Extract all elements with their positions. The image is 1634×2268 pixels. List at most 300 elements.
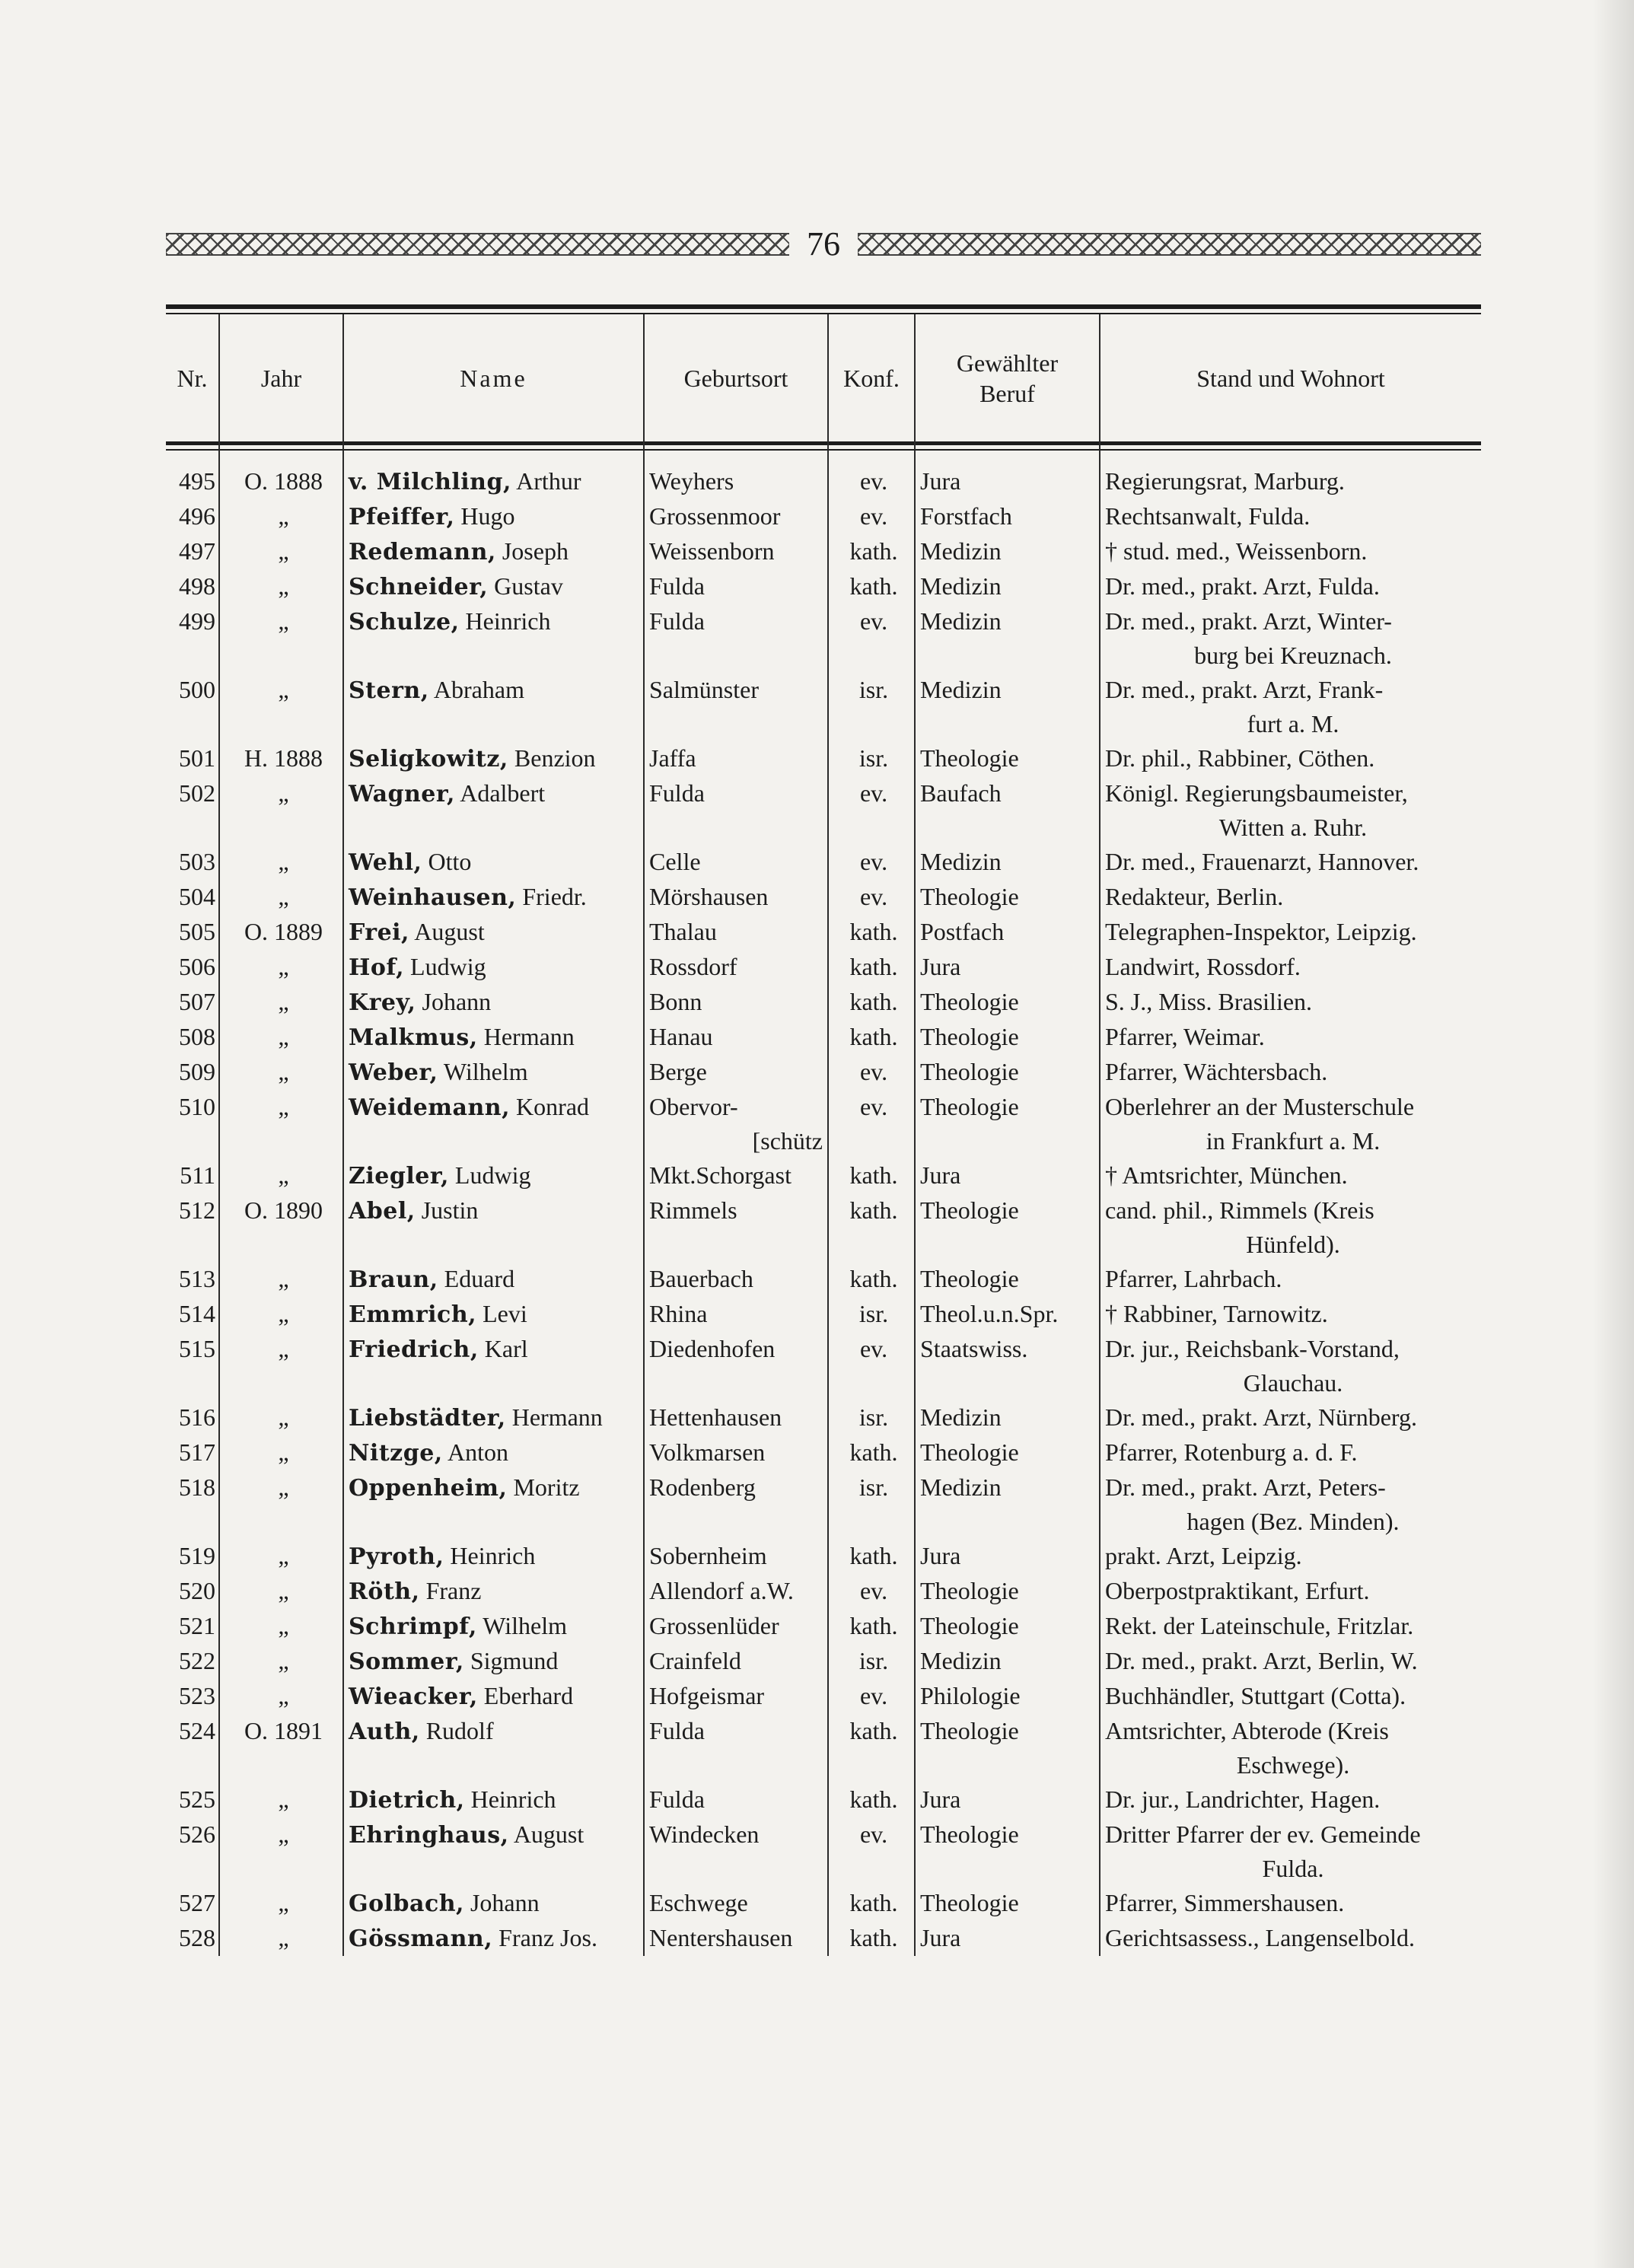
- cell-konf: ev.: [828, 499, 915, 534]
- surname: Redemann,: [349, 539, 496, 565]
- cell-nr: 496: [179, 502, 215, 530]
- cell-name: [343, 1539, 644, 1574]
- cell-konf: ev.: [828, 1574, 915, 1609]
- geburtsort-text: Bonn: [649, 988, 702, 1015]
- surname: Pyroth,: [349, 1543, 444, 1570]
- cell-jahr: [219, 915, 343, 950]
- geburtsort-text: Hofgeismar: [649, 1682, 765, 1709]
- cell-geburtsort: [644, 880, 828, 915]
- given-name: Hugo: [460, 502, 515, 530]
- header-stand: Stand und Wohnort: [1100, 314, 1481, 441]
- cell-stand: [1100, 880, 1481, 915]
- top-rule: [166, 304, 1481, 309]
- ornament-left: [166, 233, 789, 256]
- stand-text: † stud. med., Weissenborn.: [1105, 537, 1368, 565]
- cell-stand: [1100, 1470, 1481, 1539]
- jahr-text: „: [278, 1682, 289, 1709]
- cell-stand: [1100, 1020, 1481, 1055]
- cell-name: [343, 441, 644, 499]
- jahr-text: „: [278, 953, 289, 980]
- header-geburtsort: Geburtsort: [644, 314, 828, 441]
- stand-text: Dr. med., Frauenarzt, Hannover.: [1105, 848, 1419, 875]
- jahr-text: „: [278, 1335, 289, 1362]
- cell-beruf: Theologie: [915, 1574, 1100, 1609]
- table-row: [166, 1090, 1481, 1158]
- table-row: [166, 1714, 1481, 1782]
- header-konf: Konf.: [828, 314, 915, 441]
- table-row: [166, 1055, 1481, 1090]
- cell-stand: [1100, 1400, 1481, 1435]
- jahr-text: „: [278, 1438, 289, 1466]
- cell-name: [343, 915, 644, 950]
- cell-konf: kath.: [828, 1782, 915, 1817]
- cell-stand: [1100, 441, 1481, 499]
- jahr-text: „: [278, 1058, 289, 1085]
- jahr-text: „: [278, 1023, 289, 1050]
- geburtsort-text: Grossenlüder: [649, 1612, 779, 1639]
- cell-name: [343, 1090, 644, 1158]
- cell-konf: isr.: [828, 673, 915, 741]
- geburtsort-text: Mkt.Schorgast: [649, 1161, 792, 1189]
- surname: Frei,: [349, 919, 410, 946]
- given-name: Adalbert: [460, 779, 546, 807]
- stand-text: Dr. med., prakt. Arzt, Fulda.: [1105, 572, 1380, 600]
- cell-beruf: Theologie: [915, 1817, 1100, 1886]
- cell-stand: [1100, 1609, 1481, 1644]
- cell-jahr: [219, 1090, 343, 1158]
- cell-konf: kath.: [828, 1714, 915, 1782]
- stand-continuation: Witten a. Ruhr.: [1218, 814, 1368, 841]
- cell-nr: 528: [179, 1924, 215, 1951]
- cell-beruf: Jura: [915, 1921, 1100, 1956]
- geburtsort-text: Berge: [649, 1058, 707, 1085]
- table-row: [166, 1679, 1481, 1714]
- geburtsort-text: Fulda: [649, 779, 705, 807]
- cell-jahr: [219, 1679, 343, 1714]
- cell-konf: ev.: [828, 845, 915, 880]
- geburtsort-text: Hettenhausen: [649, 1403, 782, 1431]
- cell-konf: kath.: [828, 1158, 915, 1193]
- cell-jahr: [219, 534, 343, 569]
- cell-beruf: Jura: [915, 1158, 1100, 1193]
- surname: Wieacker,: [349, 1683, 478, 1710]
- cell-geburtsort: [644, 1470, 828, 1539]
- cell-stand: [1100, 1782, 1481, 1817]
- given-name: Levi: [483, 1300, 527, 1327]
- cell-geburtsort: [644, 569, 828, 604]
- cell-konf: kath.: [828, 1539, 915, 1574]
- cell-name: [343, 534, 644, 569]
- cell-nr: 510: [179, 1093, 215, 1120]
- stand-continuation: hagen (Bez. Minden).: [1186, 1508, 1400, 1535]
- geburtsort-text: Eschwege: [649, 1889, 748, 1916]
- cell-beruf: Theologie: [915, 1609, 1100, 1644]
- jahr-text: „: [278, 883, 289, 910]
- table-row: [166, 1574, 1481, 1609]
- given-name: Heinrich: [465, 607, 551, 635]
- cell-beruf: Jura: [915, 950, 1100, 985]
- surname: Dietrich,: [349, 1787, 465, 1814]
- geburtsort-text: Fulda: [649, 1717, 705, 1744]
- table-row: [166, 985, 1481, 1020]
- cell-jahr: [219, 1193, 343, 1262]
- cell-geburtsort: [644, 673, 828, 741]
- stand-text: Dr. med., prakt. Arzt, Berlin, W.: [1105, 1647, 1418, 1674]
- cell-jahr: [219, 1574, 343, 1609]
- given-name: Justin: [421, 1196, 479, 1224]
- cell-konf: ev.: [828, 880, 915, 915]
- cell-konf: kath.: [828, 950, 915, 985]
- surname: Stern,: [349, 677, 429, 704]
- cell-nr: 515: [179, 1335, 215, 1362]
- cell-nr: 509: [179, 1058, 215, 1085]
- cell-name: [343, 1020, 644, 1055]
- cell-name: [343, 1679, 644, 1714]
- cell-name: [343, 1193, 644, 1262]
- cell-name: [343, 1782, 644, 1817]
- geburtsort-text: Hanau: [649, 1023, 713, 1050]
- cell-konf: ev.: [828, 604, 915, 673]
- header-nr: Nr.: [177, 364, 208, 392]
- cell-jahr: [219, 499, 343, 534]
- surname: Weinhausen,: [349, 884, 517, 911]
- given-name: Konrad: [516, 1093, 590, 1120]
- cell-stand: [1100, 1332, 1481, 1400]
- surname: v. Milchling,: [349, 469, 511, 495]
- cell-nr: 524: [179, 1717, 215, 1744]
- page-header: [166, 225, 1481, 264]
- stand-text: Pfarrer, Weimar.: [1105, 1023, 1265, 1050]
- given-name: Otto: [428, 848, 472, 875]
- surname: Schneider,: [349, 574, 489, 600]
- cell-stand: [1100, 1435, 1481, 1470]
- stand-text: Rechtsanwalt, Fulda.: [1105, 502, 1311, 530]
- cell-name: [343, 673, 644, 741]
- cell-geburtsort: [644, 915, 828, 950]
- stand-text: Dritter Pfarrer der ev. Gemeinde: [1105, 1820, 1421, 1848]
- cell-jahr: [219, 1886, 343, 1921]
- geburtsort-text: Nentershausen: [649, 1924, 793, 1951]
- cell-jahr: [219, 604, 343, 673]
- cell-geburtsort: [644, 1679, 828, 1714]
- cell-stand: [1100, 1539, 1481, 1574]
- cell-stand: [1100, 845, 1481, 880]
- given-name: Ludwig: [410, 953, 486, 980]
- table-body: [166, 441, 1481, 1956]
- surname: Röth,: [349, 1578, 420, 1605]
- surname: Liebstädter,: [349, 1405, 506, 1432]
- surname: Auth,: [349, 1719, 420, 1745]
- given-name: Rudolf: [425, 1717, 494, 1744]
- jahr-text: O. 1891: [244, 1717, 323, 1744]
- cell-nr: 508: [179, 1023, 215, 1050]
- given-name: Sigmund: [470, 1647, 559, 1674]
- ornament-right: [858, 233, 1481, 256]
- cell-nr: 522: [179, 1647, 215, 1674]
- cell-beruf: Medizin: [915, 534, 1100, 569]
- table-row: [166, 950, 1481, 985]
- geburtsort-text: Obervor-: [649, 1093, 738, 1120]
- header-beruf-line1: Gewählter: [956, 349, 1059, 377]
- cell-nr: 499: [179, 607, 215, 635]
- given-name: Eberhard: [483, 1682, 574, 1709]
- stand-text: † Amtsrichter, München.: [1105, 1161, 1348, 1189]
- cell-nr: 523: [179, 1682, 215, 1709]
- stand-text: Regierungsrat, Marburg.: [1105, 467, 1345, 495]
- cell-beruf: Jura: [915, 1539, 1100, 1574]
- geburtsort-text: Windecken: [649, 1820, 760, 1848]
- cell-name: [343, 776, 644, 845]
- cell-jahr: [219, 1020, 343, 1055]
- cell-geburtsort: [644, 1609, 828, 1644]
- jahr-text: „: [278, 1924, 289, 1951]
- cell-jahr: [219, 985, 343, 1020]
- surname: Pfeiffer,: [349, 504, 455, 530]
- cell-stand: [1100, 776, 1481, 845]
- cell-jahr: [219, 1297, 343, 1332]
- stand-text: † Rabbiner, Tarnowitz.: [1105, 1300, 1328, 1327]
- geburtsort-text: Thalau: [649, 918, 717, 945]
- cell-nr: 498: [179, 572, 215, 600]
- table-row: [166, 915, 1481, 950]
- geburtsort-text: Grossenmoor: [649, 502, 781, 530]
- cell-nr: 520: [179, 1577, 215, 1604]
- given-name: Abraham: [433, 676, 524, 703]
- table-row: [166, 1886, 1481, 1921]
- jahr-text: „: [278, 607, 289, 635]
- cell-jahr: [219, 950, 343, 985]
- header-name: Name: [343, 314, 644, 441]
- given-name: Hermann: [511, 1403, 603, 1431]
- stand-text: Pfarrer, Lahrbach.: [1105, 1265, 1282, 1292]
- surname: Wagner,: [349, 781, 455, 807]
- cell-name: [343, 1262, 644, 1297]
- given-name: Heinrich: [450, 1542, 536, 1569]
- cell-beruf: Baufach: [915, 776, 1100, 845]
- cell-beruf: Theologie: [915, 1262, 1100, 1297]
- cell-nr: 526: [179, 1820, 215, 1848]
- table-row: [166, 1400, 1481, 1435]
- jahr-text: „: [278, 676, 289, 703]
- surname: Schrimpf,: [349, 1613, 477, 1640]
- cell-name: [343, 499, 644, 534]
- geburtsort-text: Crainfeld: [649, 1647, 741, 1674]
- cell-name: [343, 1644, 644, 1679]
- cell-konf: ev.: [828, 1817, 915, 1886]
- cell-jahr: [219, 741, 343, 776]
- table-row: [166, 673, 1481, 741]
- surname: Nitzge,: [349, 1440, 443, 1467]
- cell-nr: 518: [179, 1473, 215, 1501]
- surname: Sommer,: [349, 1648, 464, 1675]
- cell-beruf: Medizin: [915, 604, 1100, 673]
- cell-geburtsort: [644, 1886, 828, 1921]
- cell-beruf: Medizin: [915, 673, 1100, 741]
- jahr-text: „: [278, 1785, 289, 1813]
- stand-text: Dr. med., prakt. Arzt, Nürnberg.: [1105, 1403, 1417, 1431]
- given-name: Moritz: [513, 1473, 580, 1501]
- stand-continuation: Fulda.: [1262, 1855, 1324, 1882]
- surname: Schulze,: [349, 609, 460, 635]
- jahr-text: „: [278, 779, 289, 807]
- cell-beruf: Medizin: [915, 1400, 1100, 1435]
- cell-beruf: Medizin: [915, 1644, 1100, 1679]
- jahr-text: O. 1888: [244, 467, 323, 495]
- cell-stand: [1100, 1090, 1481, 1158]
- geburtsort-text: Fulda: [649, 607, 705, 635]
- jahr-text: H. 1888: [244, 744, 323, 772]
- stand-text: Rekt. der Lateinschule, Fritzlar.: [1105, 1612, 1414, 1639]
- cell-geburtsort: [644, 441, 828, 499]
- cell-geburtsort: [644, 1644, 828, 1679]
- cell-nr: 495: [179, 467, 215, 495]
- cell-nr: 504: [179, 883, 215, 910]
- cell-nr: 527: [179, 1889, 215, 1916]
- cell-nr: 503: [179, 848, 215, 875]
- header-beruf: [915, 314, 1100, 441]
- cell-name: [343, 1297, 644, 1332]
- cell-konf: kath.: [828, 985, 915, 1020]
- cell-beruf: Theologie: [915, 1020, 1100, 1055]
- cell-stand: [1100, 1574, 1481, 1609]
- cell-jahr: [219, 880, 343, 915]
- jahr-text: „: [278, 1300, 289, 1327]
- cell-geburtsort: [644, 1297, 828, 1332]
- cell-beruf: Medizin: [915, 845, 1100, 880]
- cell-stand: [1100, 1886, 1481, 1921]
- stand-text: Dr. med., prakt. Arzt, Frank-: [1105, 676, 1384, 703]
- cell-konf: ev.: [828, 1090, 915, 1158]
- cell-konf: isr.: [828, 1400, 915, 1435]
- cell-stand: [1100, 741, 1481, 776]
- cell-jahr: [219, 1470, 343, 1539]
- table-row: [166, 1782, 1481, 1817]
- cell-konf: isr.: [828, 1644, 915, 1679]
- cell-nr: 507: [179, 988, 215, 1015]
- stand-text: Oberlehrer an der Musterschule: [1105, 1093, 1415, 1120]
- given-name: Anton: [447, 1438, 508, 1466]
- geburtsort-text: Fulda: [649, 1785, 705, 1813]
- surname: Braun,: [349, 1266, 438, 1293]
- jahr-text: „: [278, 1889, 289, 1916]
- cell-beruf: Theologie: [915, 1435, 1100, 1470]
- geburtsort-text: Weissenborn: [649, 537, 775, 565]
- cell-jahr: [219, 1817, 343, 1886]
- cell-name: [343, 1609, 644, 1644]
- cell-nr: 525: [179, 1785, 215, 1813]
- cell-nr: 521: [179, 1612, 215, 1639]
- surname: Emmrich,: [349, 1301, 477, 1328]
- stand-text: cand. phil., Rimmels (Kreis: [1105, 1196, 1374, 1224]
- cell-jahr: [219, 1644, 343, 1679]
- cell-nr: 501: [179, 744, 215, 772]
- cell-name: [343, 845, 644, 880]
- cell-konf: kath.: [828, 1193, 915, 1262]
- cell-stand: [1100, 569, 1481, 604]
- cell-geburtsort: [644, 1158, 828, 1193]
- cell-stand: [1100, 1297, 1481, 1332]
- table-row: [166, 1332, 1481, 1400]
- surname: Golbach,: [349, 1891, 464, 1917]
- cell-geburtsort: [644, 1574, 828, 1609]
- table-row: [166, 1158, 1481, 1193]
- cell-name: [343, 1886, 644, 1921]
- cell-stand: [1100, 915, 1481, 950]
- cell-konf: kath.: [828, 1262, 915, 1297]
- stand-continuation: Glauchau.: [1243, 1369, 1343, 1397]
- cell-geburtsort: [644, 985, 828, 1020]
- given-name: Johann: [422, 988, 492, 1015]
- cell-nr: 516: [179, 1403, 215, 1431]
- cell-jahr: [219, 1782, 343, 1817]
- cell-geburtsort: [644, 1262, 828, 1297]
- given-name: Benzion: [514, 744, 596, 772]
- stand-continuation: in Frankfurt a. M.: [1206, 1127, 1381, 1155]
- jahr-text: „: [278, 1473, 289, 1501]
- cell-name: [343, 1817, 644, 1886]
- cell-jahr: [219, 845, 343, 880]
- table-header-row: [166, 314, 1481, 441]
- stand-text: Oberpostpraktikant, Erfurt.: [1105, 1577, 1370, 1604]
- cell-stand: [1100, 950, 1481, 985]
- cell-stand: [1100, 499, 1481, 534]
- cell-jahr: [219, 673, 343, 741]
- cell-konf: kath.: [828, 1435, 915, 1470]
- cell-geburtsort: [644, 1435, 828, 1470]
- cell-beruf: Theologie: [915, 985, 1100, 1020]
- jahr-text: „: [278, 1403, 289, 1431]
- jahr-text: „: [278, 537, 289, 565]
- table-row: [166, 1297, 1481, 1332]
- surname: Weber,: [349, 1059, 438, 1086]
- cell-konf: ev.: [828, 1055, 915, 1090]
- cell-name: [343, 1574, 644, 1609]
- jahr-text: „: [278, 1093, 289, 1120]
- cell-stand: [1100, 1262, 1481, 1297]
- stand-text: Dr. phil., Rabbiner, Cöthen.: [1105, 744, 1375, 772]
- table-row: [166, 1539, 1481, 1574]
- cell-geburtsort: [644, 1020, 828, 1055]
- geburtsort-text: Bauerbach: [649, 1265, 753, 1292]
- cell-stand: [1100, 1644, 1481, 1679]
- cell-konf: ev.: [828, 441, 915, 499]
- surname: Weidemann,: [349, 1094, 511, 1121]
- jahr-text: „: [278, 572, 289, 600]
- given-name: Johann: [470, 1889, 540, 1916]
- surname: Krey,: [349, 989, 416, 1016]
- cell-beruf: Medizin: [915, 1470, 1100, 1539]
- cell-konf: kath.: [828, 915, 915, 950]
- cell-name: [343, 1055, 644, 1090]
- cell-nr: 505: [179, 918, 215, 945]
- given-name: Franz Jos.: [498, 1924, 597, 1951]
- surname: Ehringhaus,: [349, 1822, 509, 1849]
- cell-jahr: [219, 1055, 343, 1090]
- cell-name: [343, 1921, 644, 1956]
- cell-geburtsort: [644, 1193, 828, 1262]
- cell-stand: [1100, 534, 1481, 569]
- stand-text: Gerichtsassess., Langenselbold.: [1105, 1924, 1416, 1951]
- stand-text: Landwirt, Rossdorf.: [1105, 953, 1301, 980]
- cell-konf: ev.: [828, 1679, 915, 1714]
- stand-text: Dr. jur., Landrichter, Hagen.: [1105, 1785, 1381, 1813]
- surname: Seligkowitz,: [349, 746, 508, 772]
- cell-beruf: Postfach: [915, 915, 1100, 950]
- cell-beruf: Medizin: [915, 569, 1100, 604]
- cell-stand: [1100, 985, 1481, 1020]
- cell-konf: isr.: [828, 741, 915, 776]
- cell-name: [343, 1470, 644, 1539]
